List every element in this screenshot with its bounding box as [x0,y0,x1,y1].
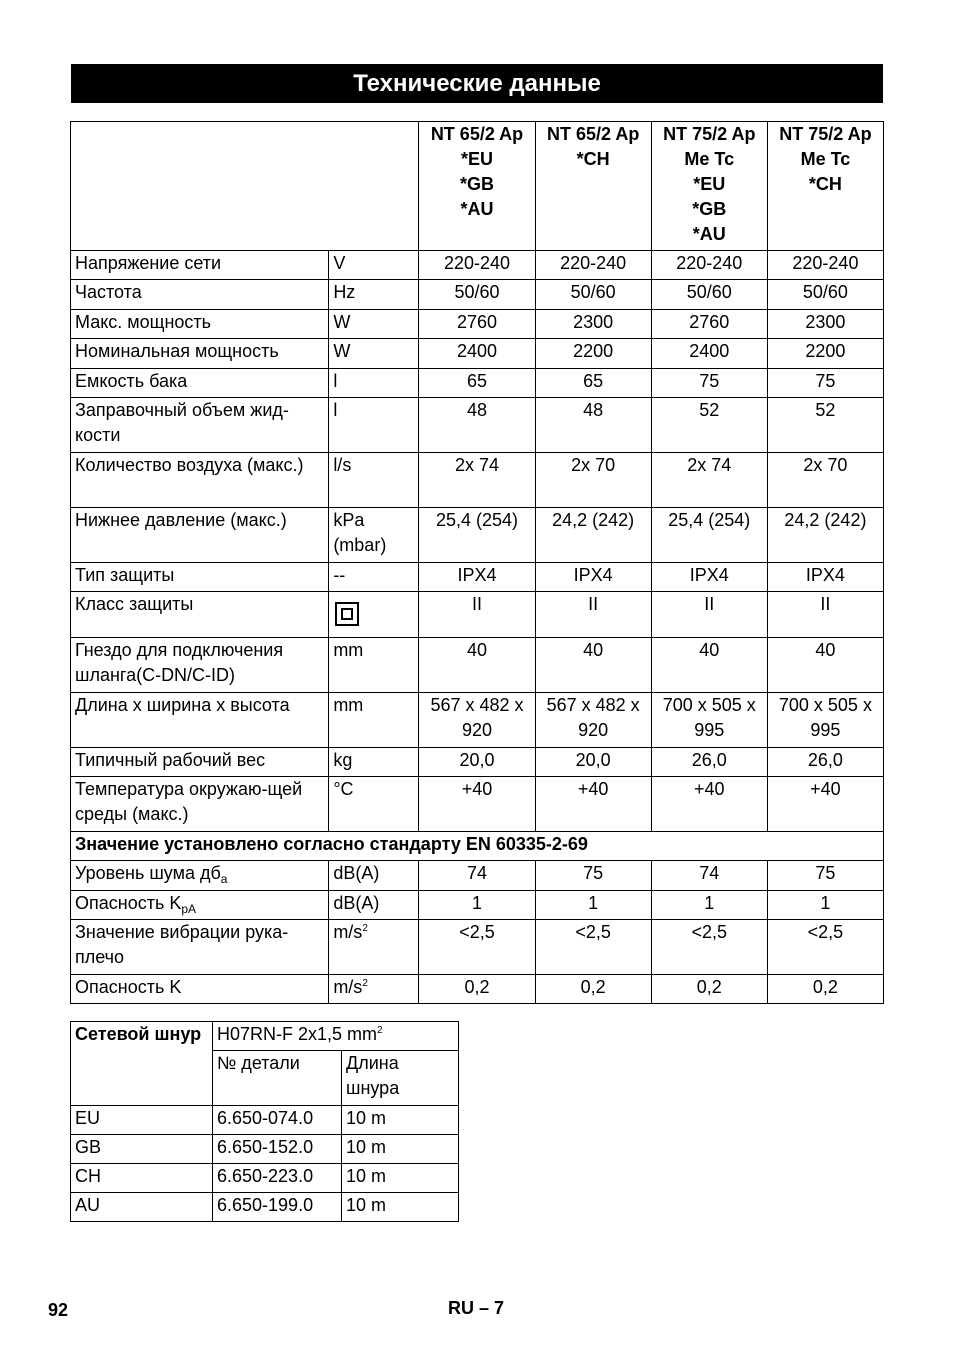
cord-region: AU [71,1193,213,1222]
cord-row [71,1106,459,1135]
spec-unit: mm [329,693,419,748]
spec-value: IPX4 [651,563,767,592]
model-name-line: NT 65/2 Ap [546,124,640,144]
spec-value: <2,5 [767,920,883,975]
spec-value: 75 [651,369,767,398]
spec-value: 26,0 [767,748,883,777]
spec-row [71,748,884,777]
spec-value: 74 [651,861,767,891]
spec-label-subscript: pA [181,902,197,916]
spec-value: <2,5 [419,920,535,975]
spec-value: 50/60 [767,280,883,310]
spec-value: 24,2 (242) [767,508,883,563]
spec-label: Емкость бака [71,369,329,398]
spec-value: 25,4 (254) [651,508,767,563]
spec-row [71,369,884,398]
spec-value: IPX4 [419,563,535,592]
spec-unit: W [329,310,419,339]
model-header-row [71,122,884,251]
spec-value: 75 [767,861,883,891]
model-name-line: *EU [460,149,493,169]
spec-value: 40 [651,638,767,693]
spec-unit: l [329,369,419,398]
cord-part-number: 6.650-223.0 [213,1164,342,1193]
spec-value: 0,2 [651,975,767,1004]
model-name-line: *GB [692,199,727,219]
spec-value: 2300 [535,310,651,339]
spec-row [71,453,884,508]
spec-value: 65 [535,369,651,398]
spec-unit: W [329,339,419,369]
cord-region: GB [71,1135,213,1164]
spec-value: 1 [767,891,883,920]
spec-label: Опасность $K_{pA}$ [71,891,329,920]
spec-value: 2760 [651,310,767,339]
page-number: 92 [48,1300,69,1320]
spec-value: 2x 74 [419,453,535,508]
spec-label: Типичный рабочий вес [71,748,329,777]
spec-unit: mm [329,638,419,693]
protection-class-ii-icon [335,602,359,626]
spec-unit: °C [329,777,419,832]
spec-value: 0,2 [535,975,651,1004]
spec-value: 220-240 [419,251,535,280]
cord-region: EU [71,1106,213,1135]
spec-unit: Hz [329,280,419,310]
spec-row [71,508,884,563]
spec-value: 1 [535,891,651,920]
spec-value: 567 x 482 x 920 [535,693,651,748]
spec-label: Нижнее давление (макс.) [71,508,329,563]
model-name-line: *EU [693,174,726,194]
spec-row [71,398,884,453]
spec-label-subscript: a [220,872,228,886]
model-name-line: NT 75/2 Ap [663,124,756,144]
spec-unit: -- [329,563,419,592]
spec-value: 2400 [419,339,535,369]
spec-row [71,777,884,832]
spec-label: Макс. мощность [71,310,329,339]
spec-row [71,592,884,638]
page-label: RU – 7 [448,1298,505,1318]
cord-part-number: 6.650-199.0 [213,1193,342,1222]
spec-unit: dB(A) [329,891,419,920]
spec-row [71,861,884,891]
spec-label: Гнездо для подключения шланга(C-DN/C-ID) [71,638,329,693]
spec-value: II [767,592,883,638]
cord-header: Сетевой шнур [71,1022,213,1106]
spec-label: Номинальная мощность [71,339,329,369]
cord-col-length: Длина шнура [342,1051,459,1106]
model-name-line: Me Tc [684,149,735,169]
model-name-line: Me Tc [800,149,851,169]
model-header-cell [535,122,651,251]
cord-row [71,1193,459,1222]
model-name-line: NT 65/2 Ap [430,124,524,144]
spec-unit: kPa (mbar) [329,508,419,563]
cord-row [71,1164,459,1193]
spec-value: 220-240 [651,251,767,280]
power-cord-table [70,1021,459,1222]
spec-row [71,310,884,339]
model-name-line: *AU [692,224,726,244]
spec-value: 2400 [651,339,767,369]
model-header-cell [651,122,767,251]
spec-label: Температура окружаю-щей среды (макс.) [71,777,329,832]
spec-value: IPX4 [535,563,651,592]
spec-value: 50/60 [535,280,651,310]
spec-value: 25,4 (254) [419,508,535,563]
cord-col-part: № детали [213,1051,342,1106]
spec-value: 700 x 505 x 995 [651,693,767,748]
spec-row [71,693,884,748]
spec-label: Опасность K [71,975,329,1004]
cord-length: 10 m [342,1106,459,1135]
page-title: Технические данные [71,64,883,103]
spec-label: Частота [71,280,329,310]
spec-table [70,121,884,1004]
spec-label: Количество воздуха (макс.) [71,453,329,508]
spec-row [71,891,884,920]
spec-value: 220-240 [535,251,651,280]
model-name-line: *AU [460,199,494,219]
spec-value: +40 [535,777,651,832]
spec-label: Уровень шума $дб_a$ [71,861,329,891]
spec-value: 24,2 (242) [535,508,651,563]
model-name-line: *GB [459,174,494,194]
spec-value: 2x 70 [767,453,883,508]
spec-label: Заправочный объем жид-кости [71,398,329,453]
spec-unit: l/s [329,453,419,508]
spec-value: 220-240 [767,251,883,280]
spec-value: 52 [767,398,883,453]
spec-value: 48 [419,398,535,453]
spec-label: Длина х ширина х высота [71,693,329,748]
model-name-line: *CH [576,149,610,169]
spec-value: 50/60 [651,280,767,310]
spec-value: 0,2 [767,975,883,1004]
spec-label: Напряжение сети [71,251,329,280]
spec-value: 40 [767,638,883,693]
spec-value: <2,5 [651,920,767,975]
cord-length: 10 m [342,1164,459,1193]
spec-label: Тип защиты [71,563,329,592]
spec-value: 75 [535,861,651,891]
spec-value: 0,2 [419,975,535,1004]
spec-value: 1 [651,891,767,920]
cord-part-number: 6.650-152.0 [213,1135,342,1164]
spec-value: 2x 70 [535,453,651,508]
spec-row [71,339,884,369]
spec-value: IPX4 [767,563,883,592]
spec-value: 2200 [767,339,883,369]
spec-value: +40 [651,777,767,832]
spec-label: Класс защиты [71,592,329,638]
spec-value: 26,0 [651,748,767,777]
spec-value: 20,0 [535,748,651,777]
spec-value: II [535,592,651,638]
spec-value: 74 [419,861,535,891]
spec-value: 2760 [419,310,535,339]
spec-unit [329,592,419,638]
cord-header-row [71,1022,459,1051]
spec-value: 75 [767,369,883,398]
spec-value: II [419,592,535,638]
model-name-line: NT 75/2 Ap [779,124,872,144]
spec-unit: $m/s^2$ [329,975,419,1004]
model-header-cell [419,122,535,251]
section-row [71,832,884,861]
spec-value: 2x 74 [651,453,767,508]
spec-row [71,280,884,310]
spec-unit: l [329,398,419,453]
model-header-cell [767,122,883,251]
spec-unit: V [329,251,419,280]
spec-unit: $m/s^2$ [329,920,419,975]
cord-row [71,1135,459,1164]
spec-row [71,251,884,280]
spec-value: +40 [419,777,535,832]
spec-value: 20,0 [419,748,535,777]
spec-value: 50/60 [419,280,535,310]
unit-superscript: 2 [362,923,368,934]
spec-value: +40 [767,777,883,832]
spec-value: II [651,592,767,638]
spec-value: 1 [419,891,535,920]
header-blank-cell [71,122,419,251]
cord-part-number: 6.650-074.0 [213,1106,342,1135]
spec-value: 40 [419,638,535,693]
cord-length: 10 m [342,1193,459,1222]
cord-cable-type: H07RN-F 2x1,5 $mm^2$ [213,1022,459,1051]
spec-row [71,563,884,592]
spec-row [71,920,884,975]
spec-value: 700 x 505 x 995 [767,693,883,748]
spec-value: 2200 [535,339,651,369]
spec-row [71,638,884,693]
spec-value: 2300 [767,310,883,339]
spec-unit: kg [329,748,419,777]
spec-value: 48 [535,398,651,453]
spec-value: 40 [535,638,651,693]
spec-label: Значение вибрации рука-плечо [71,920,329,975]
spec-value: 52 [651,398,767,453]
unit-superscript: 2 [362,978,368,989]
spec-unit: dB(A) [329,861,419,891]
spec-value: 65 [419,369,535,398]
model-name-line: *CH [808,174,842,194]
cord-length: 10 m [342,1135,459,1164]
spec-value: 567 x 482 x 920 [419,693,535,748]
section-title: Значение установлено согласно стандарту EN 60335-2-69 [71,832,884,861]
spec-value: <2,5 [535,920,651,975]
cord-region: CH [71,1164,213,1193]
spec-row [71,975,884,1004]
